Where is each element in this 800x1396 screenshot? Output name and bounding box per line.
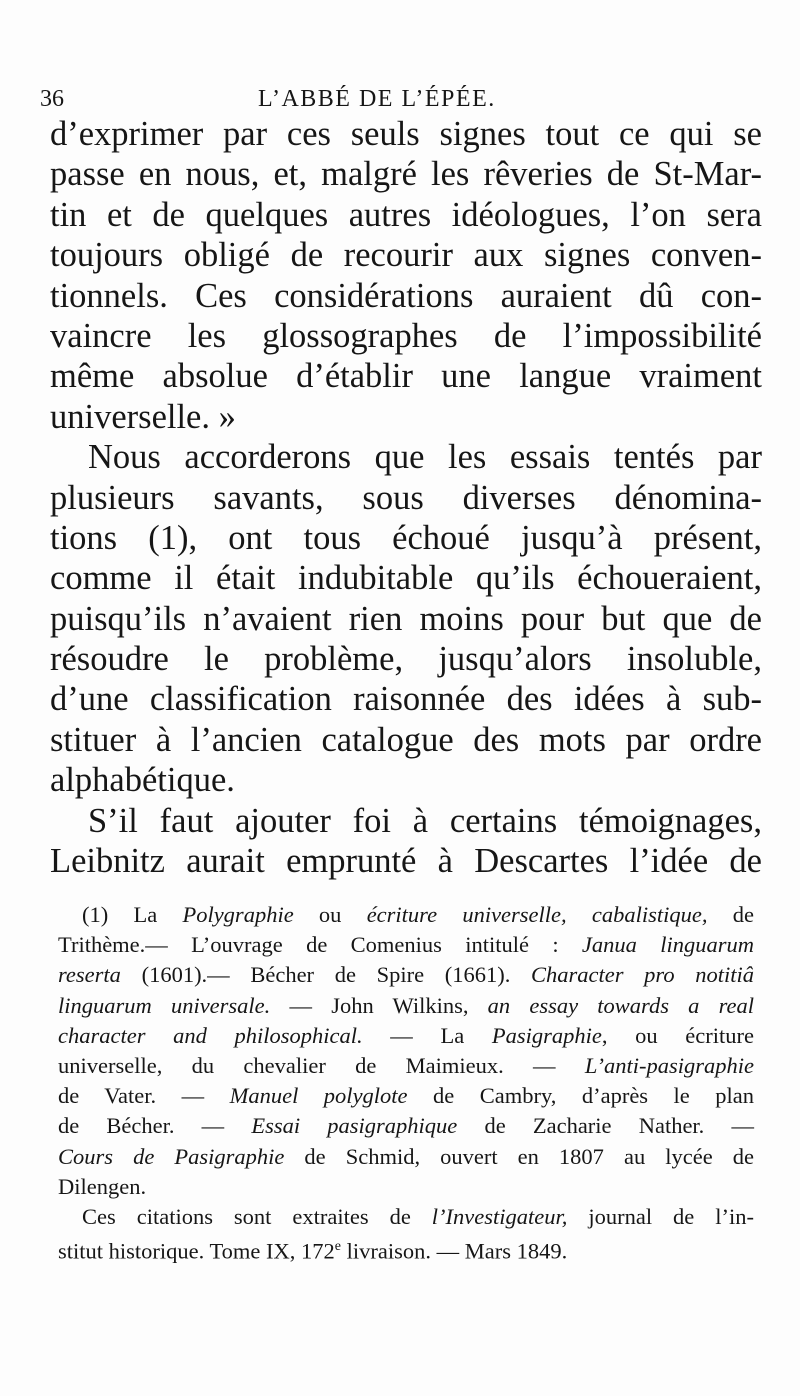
text-line: Nous accorderons que les essais tentés par	[88, 438, 762, 477]
page-number: 36	[40, 86, 64, 112]
footnote-line: (1) La Polygraphie ou écriture universelle, cabalistique, de	[82, 902, 754, 927]
footnote-line: Trithème.— L’ouvrage de Comenius intitulé : Janua linguarum	[58, 932, 754, 958]
text-line: résoudre le problème, jusqu’alors insoluble,	[50, 640, 762, 679]
text-line: passe en nous, et, malgré les rêveries de St-Mar-	[50, 155, 762, 194]
text-line: vaincre les glossographes de l’impossibilité	[50, 316, 762, 355]
footnote-line: character and philosophical. — La Pasigraphie, ou écriture	[58, 1022, 754, 1048]
footnote-line: linguarum universale. — John Wilkins, an essay towards a real	[58, 992, 755, 1018]
body-text	[50, 114, 762, 881]
footnote-line: Dilengen.	[58, 1173, 147, 1199]
page-header	[40, 84, 770, 114]
text-line: toujours obligé de recourir aux signes conven-	[50, 236, 762, 275]
text-line: tionnels. Ces considérations auraient dû con-	[50, 276, 762, 315]
footnote-line: de Vater. — Manuel polyglote de Cambry, d’après le plan	[58, 1083, 754, 1109]
footnote-line: universelle, du chevalier de Maimieux. — L’anti-pasigraphie	[58, 1052, 754, 1078]
footnote-line: Cours de Pasigraphie de Schmid, ouvert en 1807 au lycée de	[58, 1143, 754, 1169]
text-line: d’une classification raisonnée des idées à sub-	[50, 680, 762, 719]
text-line: comme il était indubitable qu’ils échoueraient,	[50, 559, 762, 598]
text-line: plusieurs savants, sous diverses dénomina-	[50, 478, 762, 517]
footnote-line: reserta (1601).— Bécher de Spire (1661). Character pro notitiâ	[58, 962, 754, 988]
text-line: Leibnitz aurait emprunté à Descartes l’idée de	[50, 842, 762, 881]
text-line: S’il faut ajouter foi à certains témoignages,	[88, 801, 762, 840]
footnote-line: stitut historique. Tome IX, 172e livraison. — Mars 1849.	[58, 1238, 568, 1264]
text-line: puisqu’ils n’avaient rien moins pour but que de	[50, 599, 762, 638]
text-line: même absolue d’établir une langue vraiment	[50, 357, 762, 396]
text-line: alphabétique.	[50, 761, 235, 800]
text-line: d’exprimer par ces seuls signes tout ce qui se	[50, 115, 762, 153]
text-line: stituer à l’ancien catalogue des mots par ordre	[50, 720, 762, 759]
text-line: tin et de quelques autres idéologues, l’on sera	[50, 195, 762, 234]
running-title: L’ABBÉ DE L’ÉPÉE.	[258, 86, 496, 112]
text-line: universelle. »	[50, 397, 236, 436]
text-line: tions (1), ont tous échoué jusqu’à présent,	[50, 518, 762, 557]
footnote-line: de Bécher. — Essai pasigraphique de Zacharie Nather. —	[58, 1113, 754, 1139]
footnote-line: Ces citations sont extraites de l’Investigateur, journal de l’in-	[82, 1203, 754, 1229]
footnotes	[58, 900, 754, 1262]
